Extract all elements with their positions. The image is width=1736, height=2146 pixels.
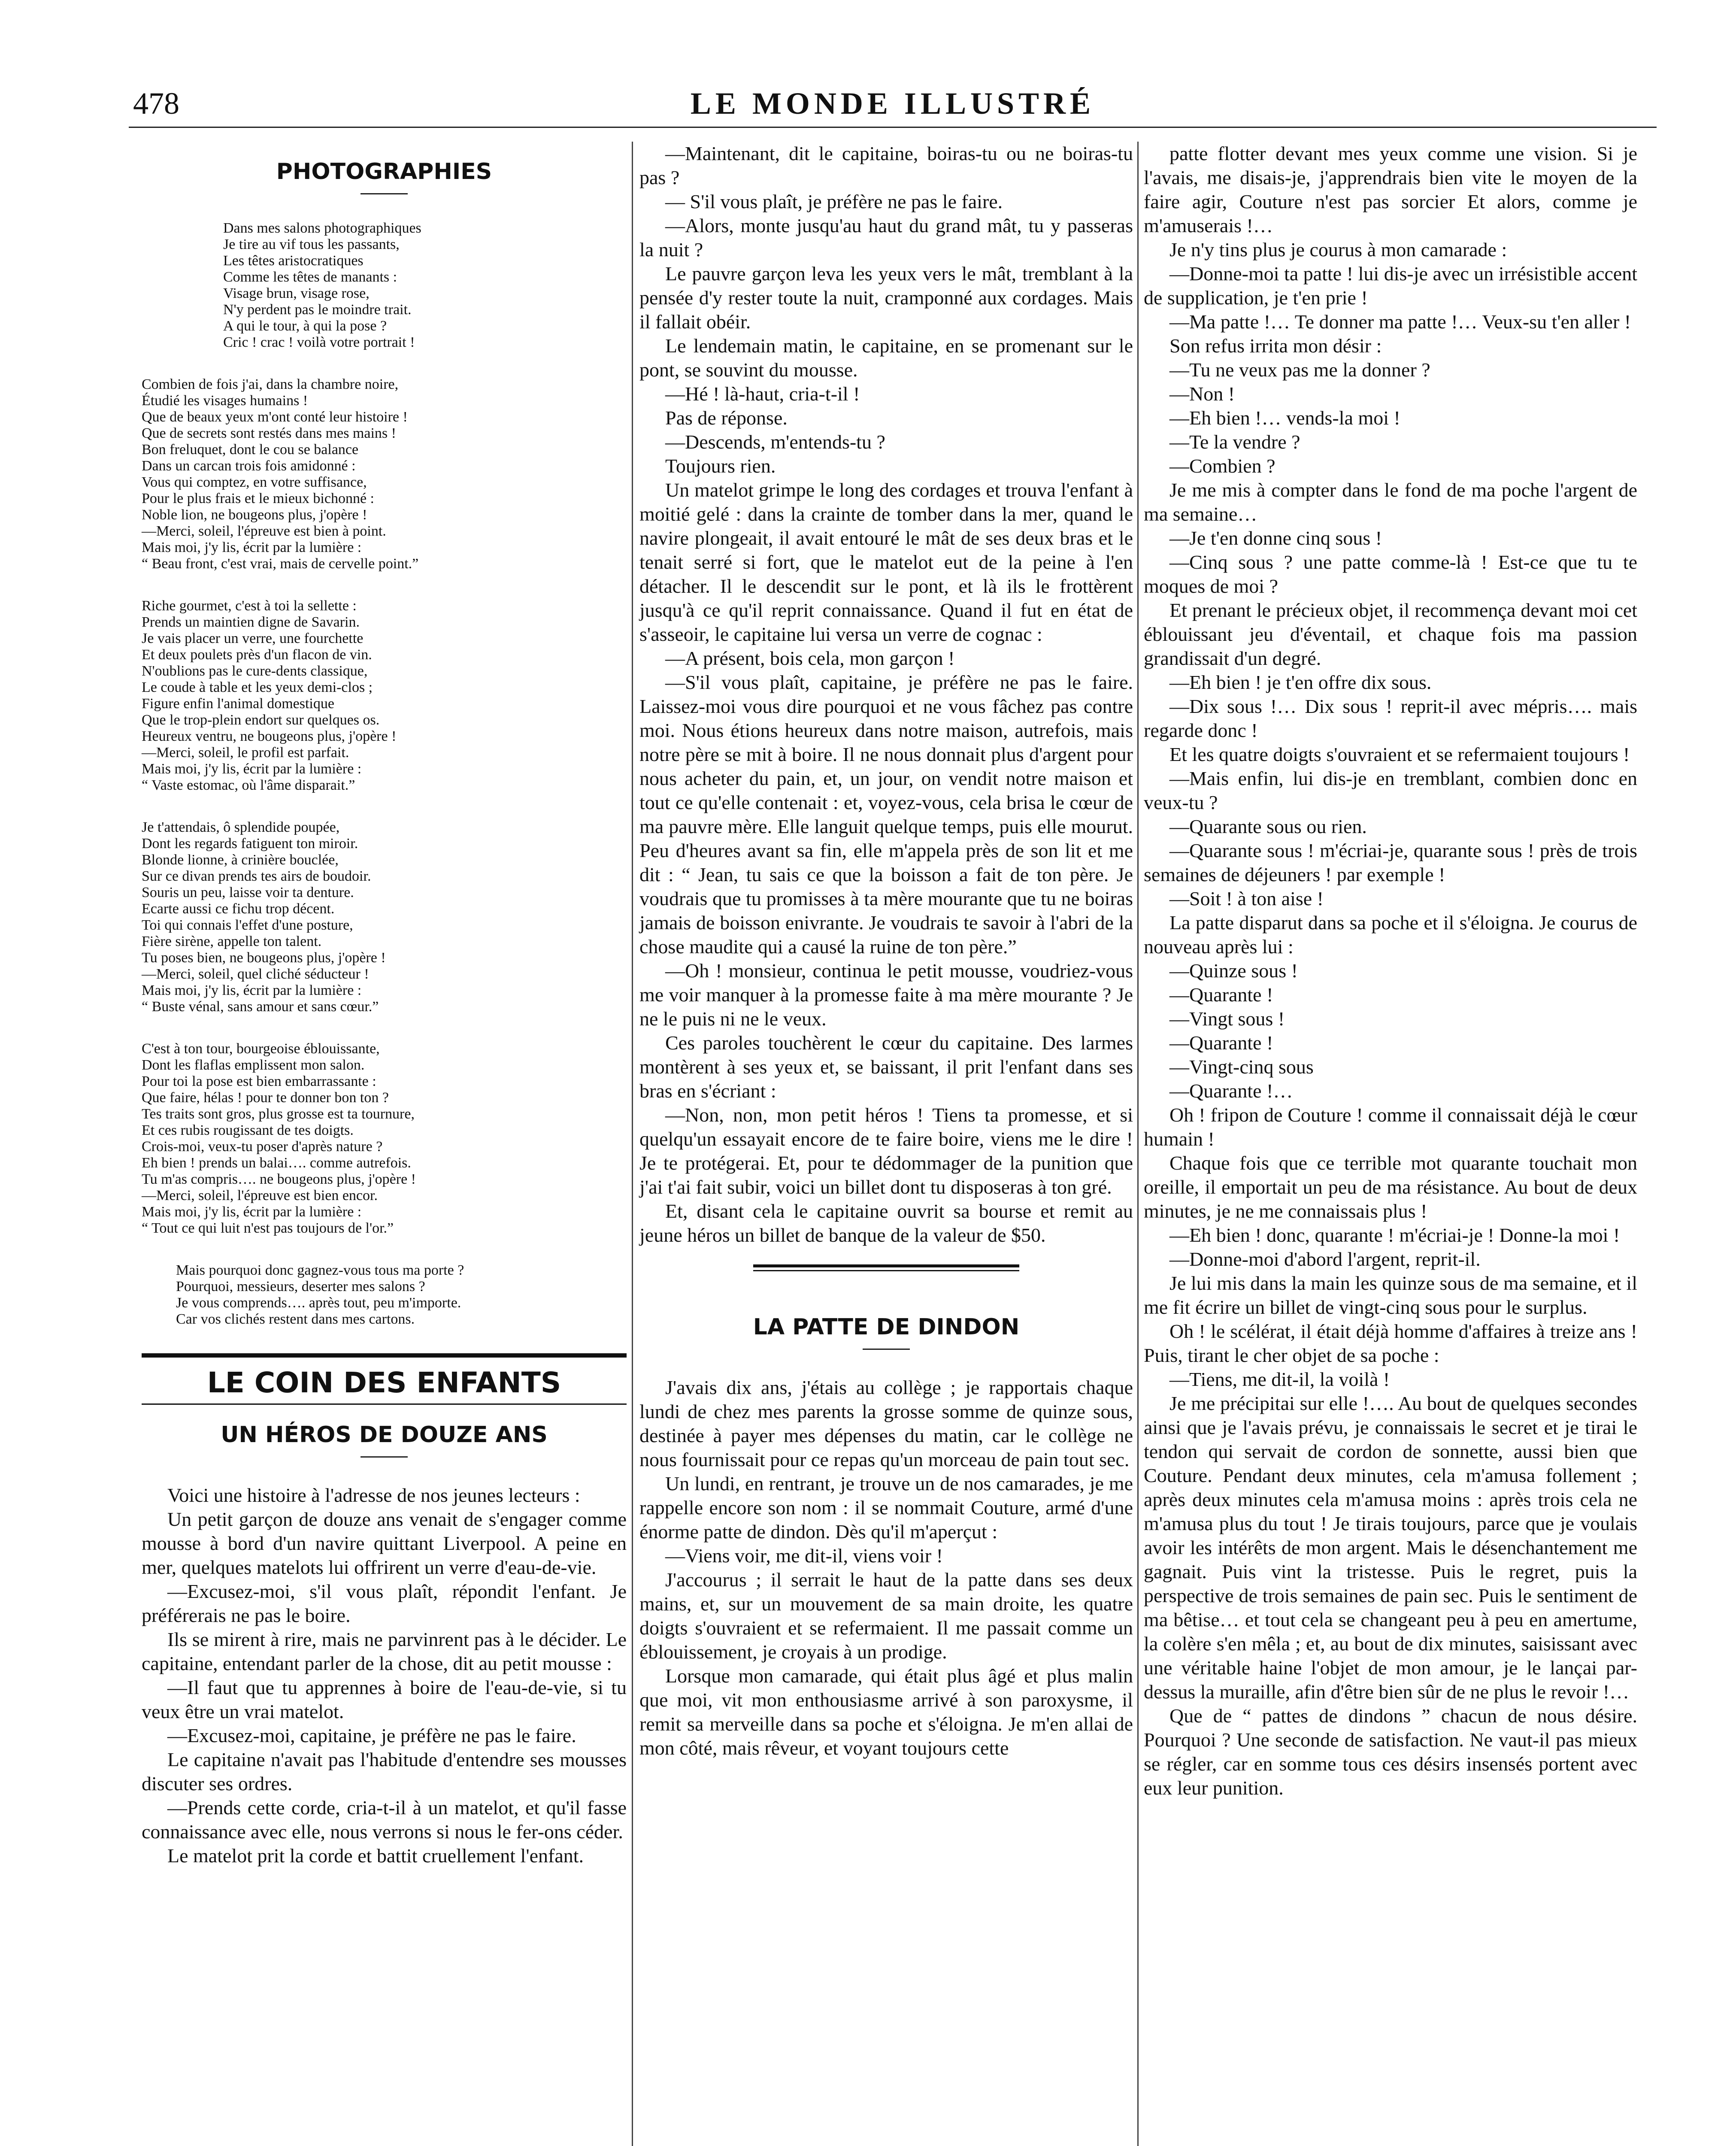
story-text — [1144, 142, 1637, 1800]
paragraph: —Quarante sous ! m'écriai-je, quarante sous ! près de trois semaines de déjeuners ! par exemple ! — [1144, 840, 1637, 885]
poem-line: Mais moi, j'y lis, écrit par la lumière : — [142, 982, 362, 998]
paragraph: Pas de réponse. — [665, 407, 788, 429]
poem-line: Mais moi, j'y lis, écrit par la lumière : — [142, 1204, 362, 1220]
poem-stanza — [142, 598, 627, 794]
paragraph: —Donne-moi d'abord l'argent, reprit-il. — [1169, 1248, 1481, 1270]
title-rule — [361, 193, 408, 194]
paragraph: —Eh bien ! je t'en offre dix sous. — [1169, 671, 1432, 693]
poem-line: Visage brun, visage rose, — [223, 285, 370, 301]
paragraph: Et prenant le précieux objet, il recommença devant moi cet éblouissant jeu d'éventail, et chaque fois ma passion grandissait d'un degré. — [1144, 599, 1637, 669]
paragraph: Oh ! fripon de Couture ! comme il connaissait déjà le cœur humain ! — [1144, 1104, 1637, 1150]
poem-line: Heureux ventru, ne bougeons plus, j'opère ! — [142, 728, 397, 744]
story-separator — [753, 1264, 1019, 1271]
paragraph: Chaque fois que ce terrible mot quarante touchait mon oreille, il emportait un peu de ma résistance. Au bout de deux minutes, je ne me connaissais plus ! — [1144, 1152, 1637, 1222]
poem-line: Souris un peu, laisse voir ta denture. — [142, 885, 354, 900]
poem-line: Dans un carcan trois fois amidonné : — [142, 458, 356, 474]
paragraph: —Quarante ! — [1169, 1032, 1273, 1054]
title-rule — [361, 1456, 408, 1458]
poem-line: Que de beaux yeux m'ont conté leur histoire ! — [142, 409, 408, 425]
poem-line: Dont les flaflas emplissent mon salon. — [142, 1057, 365, 1073]
paragraph: —Eh bien ! donc, quarante ! m'écriai-je ! Donne-la moi ! — [1169, 1224, 1620, 1246]
paragraph: Ils se mirent à rire, mais ne parvinrent pas à le décider. Le capitaine, entendant parler de la chose, dit au petit mousse : — [142, 1628, 627, 1674]
paragraph: Lorsque mon camarade, qui était plus âgé et plus malin que moi, vit mon enthousiasme arrivé à son paroxysme, il remit sa merveille dans sa poche et s'éloigna. Je m'en allai de mon côté, mais rêveur, et voyant toujours cette — [639, 1665, 1133, 1759]
paragraph: —Quinze sous ! — [1169, 960, 1298, 982]
story-text — [639, 142, 1133, 1247]
poem-stanza — [142, 376, 627, 572]
paragraph: Un petit garçon de douze ans venait de s'engager comme mousse à bord d'un navire quittant Liverpool. A peine en mer, quelques matelots lui offrirent un verre d'eau-de-vie. — [142, 1508, 627, 1578]
paragraph: Que de “ pattes de dindons ” chacun de nous désire. Pourquoi ? Une seconde de satisfaction. Ne vaut-il pas mieux se régler, car en somme tous ces désirs insensés portent avec eux leur punition. — [1144, 1705, 1637, 1799]
poem-line: Que de secrets sont restés dans mes mains ! — [142, 425, 396, 441]
poem-line: Combien de fois j'ai, dans la chambre noire, — [142, 376, 399, 392]
paragraph: —Excusez-moi, s'il vous plaît, répondit l'enfant. Je préférerais ne pas le boire. — [142, 1580, 627, 1626]
paragraph: Oh ! le scélérat, il était déjà homme d'affaires à treize ans ! Puis, tirant le cher objet de sa poche : — [1144, 1320, 1637, 1366]
story-text — [142, 1483, 627, 1868]
paragraph: Je me précipitai sur elle !…. Au bout de quelques secondes ainsi que je l'avais prévu, je connaissais le secret et je tirai le tendon qui servait de cordon de sonnette, aussi bien que Couture. Pendant deux minutes, cela m'amusa follement ; après deux minutes cela m'amusa moins : après trois cela ne m'amusa plus du tout ! Je tirais toujours, parce que je voulais avoir les intérêts de mon argent. Mais le désenchantement me gagnait. Puis vint la tristesse. Puis le regret, puis la perspective de trois semaines de pain sec. Puis le sentiment de ma bêtise… et tout cela se changeant peu à peu en amertume, la colère s'en mêla ; et, au bout de dix minutes, saisissant avec une véritable haine l'objet de mon amour, je le lançai par-dessus la muraille, afin d'être bien sûr de ne plus le revoir !… — [1144, 1392, 1637, 1703]
paragraph: —Quarante !… — [1169, 1080, 1293, 1102]
paragraph: —Tiens, me dit-il, la voilà ! — [1169, 1368, 1390, 1390]
poem-photographies — [142, 220, 627, 1328]
paragraph: —Dix sous !… Dix sous ! reprit-il avec mépris…. mais regarde donc ! — [1144, 695, 1637, 741]
page-number: 478 — [133, 86, 179, 121]
story-text — [639, 1376, 1133, 1760]
poem-line: —Merci, soleil, quel cliché séducteur ! — [142, 966, 369, 982]
paragraph: Ces paroles touchèrent le cœur du capitaine. Des larmes montèrent à ses yeux et, se baissant, il prit l'enfant dans ses bras en s'écriant : — [639, 1032, 1133, 1102]
paragraph: —Vingt sous ! — [1169, 1008, 1285, 1030]
poem-line: Fière sirène, appelle ton talent. — [142, 934, 322, 949]
paragraph: —Eh bien !… vends-la moi ! — [1169, 407, 1400, 429]
paragraph: —Quarante sous ou rien. — [1169, 815, 1367, 837]
paragraph: —Combien ? — [1169, 455, 1275, 477]
column-1 — [142, 142, 627, 1868]
paragraph: J'accourus ; il serrait le haut de la patte dans ses deux mains, et, sur un mouvement de sa main droite, les quatre doigts s'ouvraient et se refermaient. Il me passait comme un éblouissement, je croyais à un prodige. — [639, 1569, 1133, 1663]
paragraph: —Maintenant, dit le capitaine, boiras-tu ou ne boiras-tu pas ? — [639, 142, 1133, 188]
poem-line: Blonde lionne, à crinière bouclée, — [142, 852, 339, 868]
paragraph: Le lendemain matin, le capitaine, en se promenant sur le pont, se souvint du mousse. — [639, 335, 1133, 381]
poem-line: N'y perdent pas le moindre trait. — [223, 302, 412, 318]
paragraph: —Hé ! là-haut, cria-t-il ! — [665, 383, 860, 405]
poem-stanza — [142, 1041, 627, 1237]
poem-stanza — [142, 1262, 627, 1328]
paragraph: —Oh ! monsieur, continua le petit mousse, voudriez-vous me voir manquer à la promesse faite à ma mère mourante ? Je ne le puis ni ne le veux. — [639, 960, 1133, 1030]
paragraph: —Vingt-cinq sous — [1169, 1056, 1314, 1078]
poem-line: Tu m'as compris…. ne bougeons plus, j'opère ! — [142, 1171, 416, 1187]
paragraph: —Quarante ! — [1169, 984, 1273, 1006]
column-2 — [639, 142, 1133, 1760]
paragraph: Je me mis à compter dans le fond de ma poche l'argent de ma semaine… — [1144, 479, 1637, 525]
paragraph: Le pauvre garçon leva les yeux vers le mât, tremblant à la pensée d'y rester toute la nuit, cramponné aux cordages. Mais il fallait obéir. — [639, 263, 1133, 333]
poem-line: Mais pourquoi donc gagnez-vous tous ma porte ? — [176, 1262, 464, 1278]
title-rule — [863, 1349, 910, 1350]
poem-line: Pour le plus frais et le mieux bichonné : — [142, 491, 374, 506]
poem-line: Prends un maintien digne de Savarin. — [142, 614, 360, 630]
poem-line: C'est à ton tour, bourgeoise éblouissante, — [142, 1041, 380, 1057]
paragraph: La patte disparut dans sa poche et il s'éloigna. Je courus de nouveau après lui : — [1144, 912, 1637, 958]
paragraph: Toujours rien. — [665, 455, 776, 477]
poem-line: Bon freluquet, dont le cou se balance — [142, 442, 359, 458]
paragraph: —Tu ne veux pas me la donner ? — [1169, 359, 1430, 381]
poem-line: —Merci, soleil, l'épreuve est bien à point. — [142, 523, 386, 539]
poem-line: Vous qui comptez, en votre suffisance, — [142, 474, 367, 490]
section-rule — [142, 1403, 627, 1405]
paragraph: —Donne-moi ta patte ! lui dis-je avec un irrésistible accent de supplication, je t'en prie ! — [1144, 263, 1637, 309]
poem-line: Car vos clichés restent dans mes cartons. — [176, 1311, 415, 1327]
paragraph: —Viens voir, me dit-il, viens voir ! — [665, 1545, 943, 1567]
poem-line: Cric ! crac ! voilà votre portrait ! — [223, 334, 415, 350]
paragraph: — S'il vous plaît, je préfère ne pas le faire. — [665, 191, 1003, 212]
poem-line: Les têtes aristocratiques — [223, 253, 364, 269]
header-rule — [129, 127, 1657, 128]
paragraph: J'avais dix ans, j'étais au collège ; je rapportais chaque lundi de chez mes parents la grosse somme de quinze sous, destinée à payer mes dépenses du matin, car le collège ne nous fournissait pour ce repas qu'un morceau de pain tout sec. — [639, 1376, 1133, 1470]
poem-line: Riche gourmet, c'est à toi la sellette : — [142, 598, 357, 614]
poem-line: Crois-moi, veux-tu poser d'après nature ? — [142, 1139, 383, 1155]
paragraph: —Ma patte !… Te donner ma patte !… Veux-su t'en aller ! — [1169, 311, 1631, 333]
poem-line: Ecarte aussi ce fichu trop décent. — [142, 901, 335, 917]
journal-title: LE MONDE ILLUSTRÉ — [690, 86, 1095, 121]
paragraph: —A présent, bois cela, mon garçon ! — [665, 647, 955, 669]
paragraph: Son refus irrita mon désir : — [1169, 335, 1382, 357]
poem-line: Que le trop-plein endort sur quelques os. — [142, 712, 380, 728]
poem-line: Et ces rubis rougissant de tes doigts. — [142, 1122, 354, 1138]
poem-line: Pourquoi, messieurs, deserter mes salons ? — [176, 1279, 425, 1294]
poem-line: Mais moi, j'y lis, écrit par la lumière : — [142, 761, 362, 777]
paragraph: —Il faut que tu apprennes à boire de l'eau-de-vie, si tu veux être un vrai matelot. — [142, 1676, 627, 1722]
poem-line: “ Tout ce qui luit n'est pas toujours de l'or.” — [142, 1220, 394, 1236]
poem-line: Dont les regards fatiguent ton miroir. — [142, 836, 358, 852]
poem-line: Toi qui connais l'effet d'une posture, — [142, 917, 353, 933]
poem-line: Comme les têtes de manants : — [223, 269, 397, 285]
poem-line: Noble lion, ne bougeons plus, j'opère ! — [142, 507, 367, 523]
poem-stanza — [142, 819, 627, 1015]
paragraph: —Soit ! à ton aise ! — [1169, 888, 1324, 909]
section-rule — [142, 1353, 627, 1358]
poem-line: A qui le tour, à qui la pose ? — [223, 318, 387, 334]
poem-line: Étudié les visages humains ! — [142, 393, 308, 409]
poem-stanza — [142, 220, 627, 351]
paragraph: —Alors, monte jusqu'au haut du grand mât, tu y passeras la nuit ? — [639, 215, 1133, 261]
paragraph: —Descends, m'entends-tu ? — [665, 431, 885, 453]
paragraph: —Mais enfin, lui dis-je en tremblant, combien donc en veux-tu ? — [1144, 767, 1637, 813]
poem-line: Figure enfin l'animal domestique — [142, 696, 334, 712]
paragraph: —Cinq sous ? une patte comme-là ! Est-ce que tu te moques de moi ? — [1144, 551, 1637, 597]
story-title-heros: UN HÉROS DE DOUZE ANS — [221, 1422, 548, 1448]
paragraph: —Non, non, mon petit héros ! Tiens ta promesse, et si quelqu'un essayait encore de te faire boire, viens me le dire ! Je te protégerai. Et, pour te dédommager de la punition que j'ai t'ai fait subir, voici un billet dont tu disposeras à ton gré. — [639, 1104, 1133, 1198]
column-3 — [1144, 142, 1637, 1800]
poem-line: “ Buste vénal, sans amour et sans cœur.” — [142, 999, 379, 1015]
poem-line: —Merci, soleil, l'épreuve est bien encor. — [142, 1188, 378, 1203]
poem-line: N'oublions pas le cure-dents classique, — [142, 663, 368, 679]
page-header — [129, 86, 1657, 129]
poem-line: Je vais placer un verre, une fourchette — [142, 630, 364, 646]
paragraph: —Non ! — [1169, 383, 1235, 405]
paragraph: Voici une histoire à l'adresse de nos jeunes lecteurs : — [167, 1484, 580, 1506]
paragraph: —S'il vous plaît, capitaine, je préfère ne pas le faire. Laissez-moi vous dire pourquoi et ne vous fâchez pas contre moi. Nous étions heureux dans notre maison, autrefois, mais notre père se mit à boire. Il ne nous donnait plus d'argent pour nous acheter du pain, et, un jour, on vendit notre maison et tout ce qu'elle contenait : et, voyez-vous, cela brisa le cœur de ma pauvre mère. Elle languit quelque temps, puis elle mourut. Peu d'heures avant sa fin, elle m'appela près de son lit et me dit : “ Jean, tu sais ce que la boisson a fait de ton père. Je voudrais que tu promisses à ta mère mourante que tu ne boiras jamais de boisson enivrante. Je voudrais te savoir à l'abri de la chose maudite qui a causé la ruine de ton père.” — [639, 671, 1133, 958]
paragraph: Je n'y tins plus je courus à mon camarade : — [1169, 239, 1507, 261]
paragraph: —Excusez-moi, capitaine, je préfère ne pas le faire. — [167, 1725, 576, 1746]
poem-title: PHOTOGRAPHIES — [276, 159, 492, 185]
paragraph: Un matelot grimpe le long des cordages et trouva l'enfant à moitié gelé : dans la crainte de tomber dans la mer, quand le navire plongeait, il avait entouré le mât de ses deux bras et le tenait serré si fort, que le matelot eut de la peine à l'en détacher. Il le descendit sur le pont, et là ils le frottèrent jusqu'à ce qu'il reprit connaissance. Quand il fut en état de s'asseoir, le capitaine lui versa un verre de cognac : — [639, 479, 1133, 645]
paragraph: —Prends cette corde, cria-t-il à un matelot, et qu'il fasse connaissance avec elle, nous verrons si nous le fer-ons céder. — [142, 1797, 627, 1843]
paragraph: —Te la vendre ? — [1169, 431, 1300, 453]
poem-line: Que faire, hélas ! pour te donner bon ton ? — [142, 1090, 389, 1106]
section-heading-coin: LE COIN DES ENFANTS — [207, 1366, 561, 1399]
poem-line: Tu poses bien, ne bougeons plus, j'opère ! — [142, 950, 386, 966]
paragraph: Le matelot prit la corde et battit cruellement l'enfant. — [167, 1845, 584, 1867]
poem-line: —Merci, soleil, le profil est parfait. — [142, 745, 349, 761]
poem-line: Eh bien ! prends un balai…. comme autrefois. — [142, 1155, 411, 1171]
poem-line: Je tire au vif tous les passants, — [223, 236, 400, 252]
paragraph: Le capitaine n'avait pas l'habitude d'entendre ses mousses discuter ses ordres. — [142, 1749, 627, 1794]
poem-line: Je t'attendais, ô splendide poupée, — [142, 819, 340, 835]
paragraph: Et, disant cela le capitaine ouvrit sa bourse et remit au jeune héros un billet de banque de la valeur de $50. — [639, 1200, 1133, 1246]
story-title-patte: LA PATTE DE DINDON — [753, 1314, 1020, 1340]
poem-line: “ Vaste estomac, où l'âme disparait.” — [142, 777, 355, 793]
column-divider — [632, 142, 633, 2146]
poem-line: Mais moi, j'y lis, écrit par la lumière : — [142, 540, 362, 555]
poem-line: Et deux poulets près d'un flacon de vin. — [142, 647, 372, 663]
poem-line: Tes traits sont gros, plus grosse est ta tournure, — [142, 1106, 415, 1122]
poem-line: Pour toi la pose est bien embarrassante : — [142, 1073, 376, 1089]
paragraph: —Je t'en donne cinq sous ! — [1169, 527, 1382, 549]
paragraph: patte flotter devant mes yeux comme une vision. Si je l'avais, me disais-je, j'apprendrais bien vite le moyen de la faire agir, Couture n'est pas sorcier Et alors, comme je m'amuserais !… — [1144, 142, 1637, 236]
poem-line: Sur ce divan prends tes airs de boudoir. — [142, 868, 371, 884]
paragraph: Un lundi, en rentrant, je trouve un de nos camarades, je me rappelle encore son nom : il se nommait Couture, armé d'une énorme patte de dindon. Dès qu'il m'aperçut : — [639, 1473, 1133, 1543]
paragraph: Je lui mis dans la main les quinze sous de ma semaine, et il me fit écrire un billet de vingt-cinq sous pour le surplus. — [1144, 1272, 1637, 1318]
poem-line: Le coude à table et les yeux demi-clos ; — [142, 679, 373, 695]
poem-line: “ Beau front, c'est vrai, mais de cervelle point.” — [142, 556, 419, 572]
poem-line: Je vous comprends…. après tout, peu m'importe. — [176, 1295, 461, 1311]
column-divider — [1137, 142, 1139, 2146]
paragraph: Et les quatre doigts s'ouvraient et se refermaient toujours ! — [1169, 743, 1630, 765]
poem-line: Dans mes salons photographiques — [223, 220, 421, 236]
